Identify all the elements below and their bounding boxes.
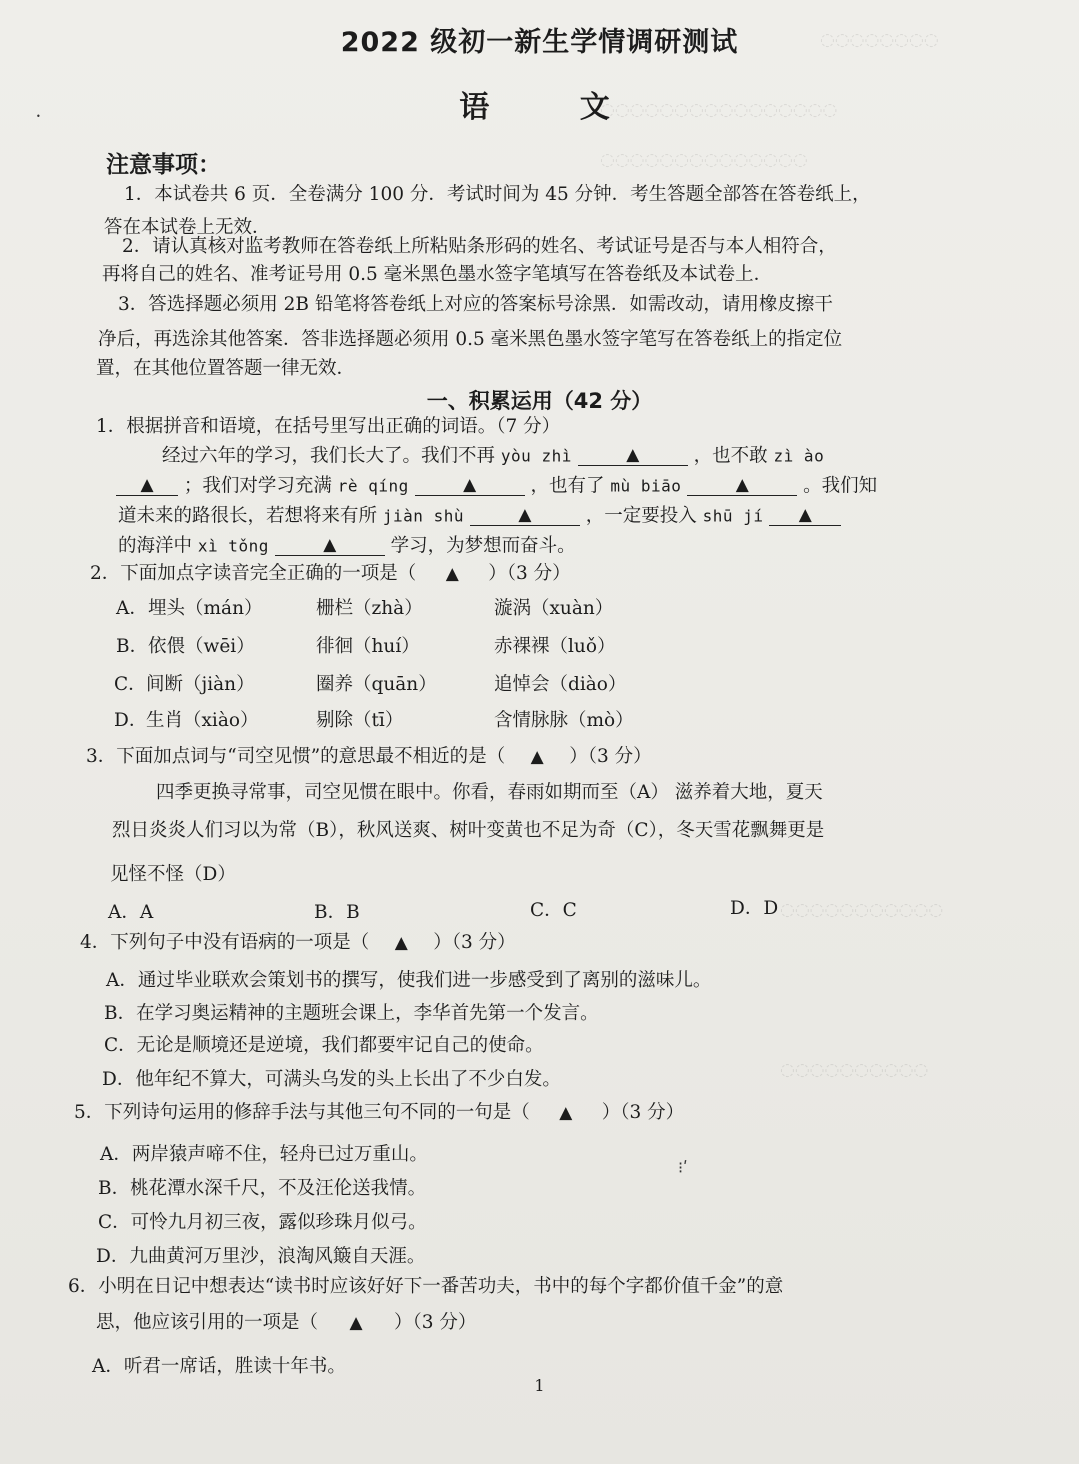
pencil-mark: ⁝ʹ — [678, 1158, 688, 1177]
option-item: 剔除（tī） — [316, 710, 404, 731]
stem-text: 3．下面加点词与“司空见惯”的意思最不相近的是（ — [86, 746, 506, 767]
answer-blank[interactable] — [687, 475, 797, 496]
text-segment: ，也有了 — [530, 475, 605, 497]
answer-blank[interactable] — [769, 505, 841, 526]
question-1-stem: 1．根据拼音和语境，在括号里写出正确的词语。（7 分） — [96, 416, 561, 437]
option-item[interactable]: A．听君一席话，胜读十年书。 — [92, 1356, 346, 1377]
question-6-stem — [96, 1314, 476, 1333]
answer-mark-icon: ▲ — [140, 475, 154, 495]
bleed-through: ◌◌◌◌◌◌◌◌ — [820, 30, 939, 50]
question-5-stem — [74, 1104, 684, 1123]
answer-mark-icon[interactable]: ▲ — [349, 1313, 363, 1333]
option-label[interactable]: D． — [114, 710, 148, 731]
notice-line: 净后，再选涂其他答案．答非选择题必须用 0.5 毫米黑色墨水签字笔写在答卷纸上的指定位 — [98, 329, 843, 350]
bleed-through: ◌◌◌◌◌◌◌◌◌◌◌◌◌◌ — [600, 150, 808, 170]
answer-mark-icon[interactable]: ▲ — [530, 747, 544, 767]
text-segment: ，一定要投入 — [585, 505, 697, 527]
notice-line: 置，在其他位置答题一律无效． — [96, 358, 356, 379]
answer-blank[interactable] — [470, 505, 580, 526]
page-number: 1 — [534, 1376, 545, 1395]
option-item: 追悼会（diào） — [494, 674, 627, 695]
bleed-through: ◌◌◌◌◌◌◌◌◌◌◌ — [780, 900, 944, 920]
option-item: 赤裸裸（luǒ） — [494, 636, 616, 657]
pinyin: xì tǒng — [197, 536, 269, 556]
answer-mark-icon[interactable]: ▲ — [559, 1103, 573, 1123]
option-item[interactable]: A．两岸猿声啼不住，轻舟已过万重山。 — [100, 1144, 428, 1165]
option-item: 含情脉脉（mò） — [494, 710, 634, 731]
answer-blank[interactable] — [275, 535, 385, 556]
notice-line: 2．请认真核对监考教师在答卷纸上所粘贴条形码的姓名、考试证号是否与本人相符合， — [122, 236, 837, 257]
stem-text: ）（3 分） — [601, 1102, 685, 1123]
question-1-line — [116, 475, 877, 496]
option-item[interactable]: D．D — [730, 898, 779, 919]
question-3-passage: 烈日炎炎人们习以为常（B），秋风送爽、树叶变黄也不足为奇（C），冬天雪花飘舞更是 — [112, 820, 825, 841]
stem-text: 2．下面加点字读音完全正确的一项是（ — [90, 563, 417, 584]
notice-line: 3．答选择题必须用 2B 铅笔将答卷纸上对应的答案标号涂黑．如需改动，请用橡皮擦干 — [118, 294, 833, 315]
answer-blank[interactable] — [116, 475, 178, 496]
stem-text: ）（3 分） — [488, 563, 571, 584]
pinyin: jiàn shù — [382, 506, 464, 526]
option-item[interactable]: C．无论是顺境还是逆境，我们都要牢记自己的使命。 — [104, 1035, 544, 1056]
option-item: 栅栏（zhà） — [316, 598, 423, 619]
stem-text: 4．下列句子中没有语病的一项是（ — [80, 932, 370, 953]
text-segment: 学习，为梦想而奋斗。 — [390, 535, 576, 557]
stem-text: 思，他应该引用的一项是（ — [96, 1312, 319, 1333]
option-item[interactable]: B．B — [314, 902, 360, 923]
stem-text: ）（3 分） — [433, 932, 516, 953]
notice-heading: 注意事项： — [106, 152, 221, 178]
question-2-stem — [90, 565, 571, 584]
exam-title: 2022 级初一新生学情调研测试 — [340, 27, 739, 58]
option-item[interactable]: D．九曲黄河万里沙，浪淘风簸自天涯。 — [96, 1246, 426, 1267]
option-label[interactable]: B． — [116, 636, 149, 657]
answer-mark-icon: ▲ — [798, 505, 812, 525]
answer-mark-icon: ▲ — [626, 445, 640, 465]
text-segment: 的海洋中 — [118, 535, 193, 557]
option-item: 漩涡（xuàn） — [494, 598, 614, 619]
option-item[interactable]: C．可怜九月初三夜，露似珍珠月似弓。 — [98, 1212, 427, 1233]
question-6-stem: 6．小明在日记中想表达“读书时应该好好下一番苦功夫，书中的每个字都价值千金”的意 — [68, 1276, 784, 1297]
option-label[interactable]: A． — [116, 598, 148, 619]
text-segment: 道未来的路很长，若想将来有所 — [118, 505, 378, 527]
answer-mark-icon[interactable]: ▲ — [394, 933, 408, 953]
pinyin: shū jí — [702, 506, 764, 526]
stem-text: ）（3 分） — [569, 746, 652, 767]
option-item: 依偎（wēi） — [148, 636, 255, 657]
option-item: 生肖（xiào） — [146, 710, 259, 731]
section-heading: 一、积累运用（42 分） — [426, 389, 653, 413]
answer-mark-icon: ▲ — [518, 505, 532, 525]
bleed-through: ◌◌◌◌◌◌◌◌◌◌ — [780, 1060, 929, 1080]
pinyin: yòu zhì — [500, 446, 572, 466]
option-item[interactable]: D．他年纪不算大，可满头乌发的头上长出了不少白发。 — [102, 1069, 561, 1090]
question-1-line — [118, 535, 576, 556]
option-item: 圈养（quān） — [316, 674, 437, 695]
pinyin: zì ào — [773, 446, 825, 466]
option-label[interactable]: C． — [114, 674, 147, 695]
answer-mark-icon: ▲ — [323, 535, 337, 555]
question-3-passage: 四季更换寻常事，司空见惯在眼中。你看，春雨如期而至（A） 滋养着大地，夏天 — [156, 782, 823, 803]
notice-line: 答在本试卷上无效． — [104, 217, 271, 238]
option-item[interactable]: C．C — [530, 900, 577, 921]
question-3-passage: 见怪不怪（D） — [110, 864, 236, 885]
stem-text: ）（3 分） — [394, 1312, 477, 1333]
answer-mark-icon: ▲ — [463, 475, 477, 495]
option-item: 徘徊（huí） — [316, 636, 420, 657]
option-item[interactable]: B．在学习奥运精神的主题班会课上，李华首先第一个发言。 — [104, 1003, 599, 1024]
text-segment: ，也不敢 — [693, 445, 768, 467]
question-3-stem — [86, 748, 652, 767]
answer-blank[interactable] — [415, 475, 525, 496]
bleed-through: ◌◌◌◌◌◌◌◌◌◌◌◌◌◌◌◌ — [600, 100, 838, 120]
text-segment: ；我们对学习充满 — [183, 475, 332, 497]
text-segment: 经过六年的学习，我们长大了。我们不再 — [162, 445, 496, 467]
answer-blank[interactable] — [578, 445, 688, 466]
subject-title: 语 文 — [459, 90, 650, 125]
option-item[interactable]: A．通过毕业联欢会策划书的撰写，使我们进一步感受到了离别的滋味儿。 — [106, 970, 712, 991]
question-1-line — [118, 505, 841, 526]
answer-mark-icon: ▲ — [735, 475, 749, 495]
answer-mark-icon[interactable]: ▲ — [445, 564, 459, 584]
notice-line: 再将自己的姓名、准考证号用 0.5 毫米黑色墨水签字笔填写在答卷纸及本试卷上． — [102, 264, 773, 285]
pencil-mark: • — [36, 112, 41, 121]
option-item[interactable]: A．A — [108, 902, 154, 923]
pinyin: rè qíng — [337, 476, 409, 496]
stem-text: 5．下列诗句运用的修辞手法与其他三句不同的一句是（ — [74, 1102, 530, 1123]
option-item[interactable]: B．桃花潭水深千尺，不及汪伦送我情。 — [98, 1178, 427, 1199]
text-segment: 。我们知 — [803, 475, 878, 497]
pinyin: mù biāo — [610, 476, 682, 496]
option-item: 埋头（mán） — [148, 598, 263, 619]
question-1-line — [162, 445, 824, 466]
notice-line: 1．本试卷共 6 页．全卷满分 100 分．考试时间为 45 分钟．考生答题全部答在答卷纸上， — [124, 184, 871, 205]
question-4-stem — [80, 934, 516, 953]
option-item: 间断（jiàn） — [146, 674, 255, 695]
